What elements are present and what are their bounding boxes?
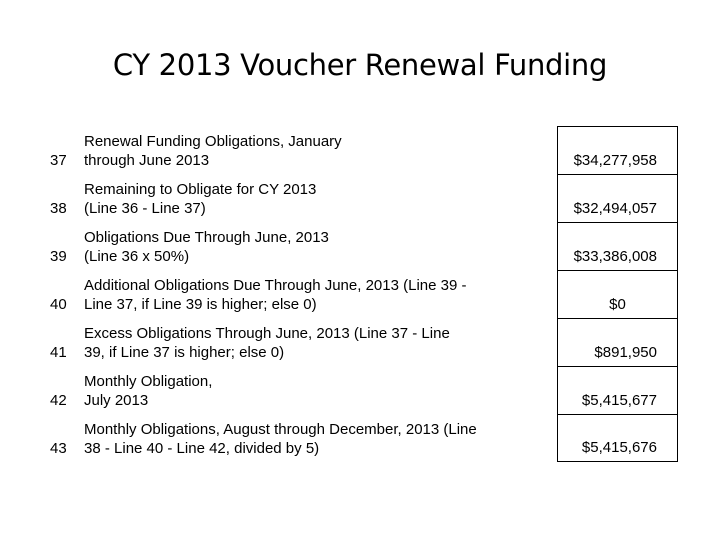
value-cell xyxy=(557,414,678,462)
table-row xyxy=(0,222,720,270)
line-number: 42 xyxy=(50,392,67,409)
row-label: Obligations Due Through June, 2013 (Line 36 x 50%) xyxy=(84,229,329,265)
row-value: $32,494,057 xyxy=(573,200,657,217)
line-number: 38 xyxy=(50,200,67,217)
value-cell xyxy=(557,174,678,222)
row-label: Additional Obligations Due Through June, 2013 (Line 39 - Line 37, if Line 39 is higher; else 0) xyxy=(84,277,467,313)
line-number: 39 xyxy=(50,248,67,265)
table-row xyxy=(0,174,720,222)
row-label: Monthly Obligation, July 2013 xyxy=(84,373,213,409)
row-value: $5,415,676 xyxy=(581,439,657,456)
row-value: $34,277,958 xyxy=(573,152,657,169)
row-label: Monthly Obligations, August through December, 2013 (Line 38 - Line 40 - Line 42, divided by 5) xyxy=(84,421,477,457)
table-row xyxy=(0,126,720,174)
page-title: CY 2013 Voucher Renewal Funding xyxy=(112,48,608,82)
row-value: $33,386,008 xyxy=(573,248,657,265)
table-row xyxy=(0,318,720,366)
row-value: $5,415,677 xyxy=(581,392,657,409)
value-cell xyxy=(557,270,678,318)
row-label: Excess Obligations Through June, 2013 (Line 37 - Line 39, if Line 37 is higher; else 0) xyxy=(84,325,450,361)
line-number: 43 xyxy=(50,440,67,457)
value-cell xyxy=(557,366,678,414)
table-row xyxy=(0,414,720,462)
value-cell xyxy=(557,318,678,366)
row-label: Renewal Funding Obligations, January through June 2013 xyxy=(84,133,342,169)
line-number: 41 xyxy=(50,344,67,361)
line-number: 40 xyxy=(50,296,67,313)
table-row xyxy=(0,366,720,414)
value-cell xyxy=(557,126,678,174)
value-cell xyxy=(557,222,678,270)
row-value: $0 xyxy=(609,296,626,313)
row-label: Remaining to Obligate for CY 2013 (Line 36 - Line 37) xyxy=(84,181,317,217)
table-row xyxy=(0,270,720,318)
row-value: $891,950 xyxy=(594,344,657,361)
line-number: 37 xyxy=(50,152,67,169)
